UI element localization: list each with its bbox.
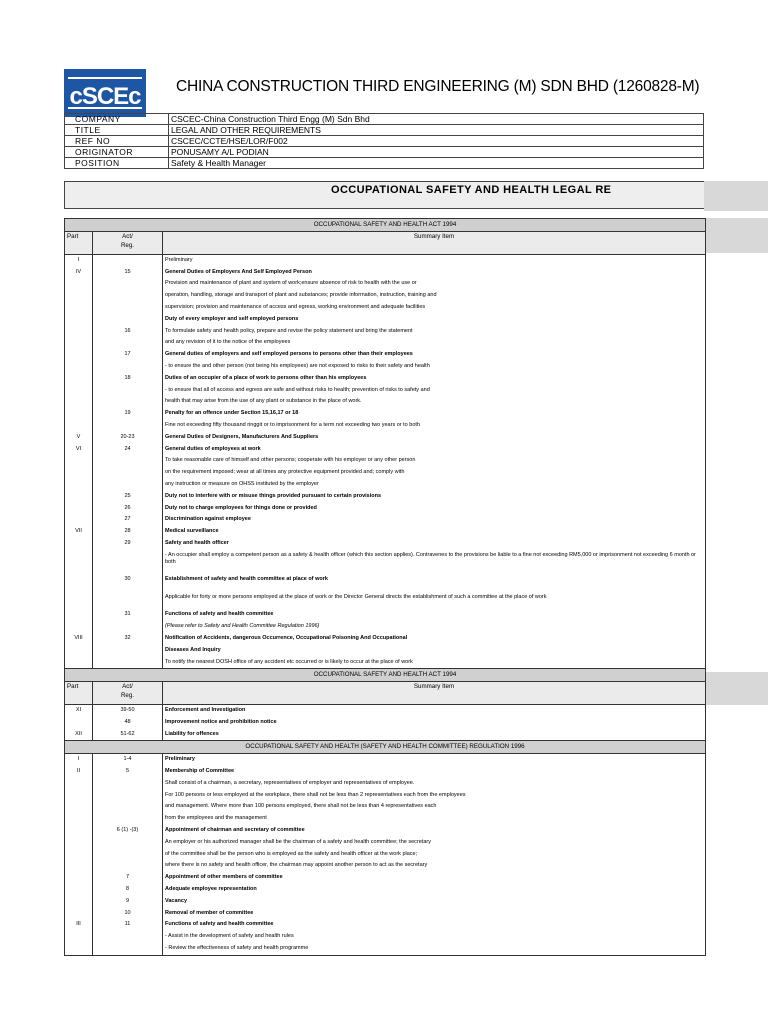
table-row (65, 896, 706, 908)
part-cell (65, 621, 93, 633)
table-row (65, 574, 706, 586)
side-strip (704, 672, 768, 705)
table-row (65, 385, 706, 397)
part-cell (65, 645, 93, 657)
summary-cell: - to ensure the and other person (not being his employees) are not exposed to risks to their safety and health (163, 361, 706, 373)
part-cell (65, 337, 93, 349)
summary-column-header: Summary Item (163, 231, 706, 254)
part-cell: XI (65, 705, 93, 717)
part-cell (65, 455, 93, 467)
section-title: OCCUPATIONAL SAFETY AND HEALTH ACT 1994 (65, 219, 706, 232)
summary-column-header: Summary Item (163, 682, 706, 705)
info-value: PONUSAMY A/L PODIAN (169, 147, 704, 158)
act-cell: 11 (93, 919, 163, 931)
summary-cell: Improvement notice and prohibition notice (163, 717, 706, 729)
summary-cell: Adequate employee representation (163, 884, 706, 896)
document-info-table (64, 113, 704, 169)
act-cell (93, 314, 163, 326)
part-cell (65, 908, 93, 920)
act-cell (93, 931, 163, 943)
info-row (65, 147, 704, 158)
info-label: ORIGINATOR (65, 147, 169, 158)
table-row (65, 491, 706, 503)
act-cell: 7 (93, 872, 163, 884)
side-strip (704, 218, 768, 253)
info-value: Safety & Health Manager (169, 158, 704, 169)
column-header-row (65, 682, 706, 705)
table-row (65, 267, 706, 279)
summary-cell: health that may arise from the use of any plant or substance in the place of work. (163, 396, 706, 408)
part-cell (65, 361, 93, 373)
part-cell (65, 825, 93, 837)
table-row (65, 278, 706, 290)
table-row (65, 729, 706, 741)
act-cell: 27 (93, 514, 163, 526)
info-label: COMPANY (65, 114, 169, 125)
part-cell (65, 884, 93, 896)
act-cell: 15 (93, 267, 163, 279)
act-cell (93, 860, 163, 872)
table-row (65, 766, 706, 778)
act-cell (93, 290, 163, 302)
summary-cell: and management. Where more than 100 persons employed, there shall not be less than 4 representatives each (163, 801, 706, 813)
act-cell (93, 790, 163, 802)
table-row (65, 455, 706, 467)
summary-cell: Removal of member of committee (163, 908, 706, 920)
act-column-header: Act/ Reg. (93, 231, 163, 254)
table-row (65, 849, 706, 861)
table-row (65, 825, 706, 837)
summary-cell: where there is no safety and health officer, the chairman may appoint another person to act as the secretary (163, 860, 706, 872)
act-cell: 31 (93, 609, 163, 621)
summary-cell: For 100 persons or less employed at the workplace, there shall not be less than 2 representatives each from the employees (163, 790, 706, 802)
legal-requirements-register (64, 218, 705, 956)
table-row (65, 302, 706, 314)
part-cell (65, 326, 93, 338)
part-cell: I (65, 754, 93, 766)
table-row (65, 645, 706, 657)
act-cell: 29 (93, 538, 163, 550)
act-cell (93, 361, 163, 373)
info-value: CSCEC/CCTE/HSE/LOR/F002 (169, 136, 704, 147)
part-cell (65, 943, 93, 955)
part-cell (65, 408, 93, 420)
part-cell (65, 609, 93, 621)
summary-cell: To formulate safety and health policy, prepare and revise the policy statement and bring the statement (163, 326, 706, 338)
part-cell (65, 420, 93, 432)
summary-cell: Appointment of chairman and secretary of committee (163, 825, 706, 837)
table-row (65, 314, 706, 326)
summary-cell: To take reasonable care of himself and other persons; cooperate with his employer or any other person (163, 455, 706, 467)
requirements-table (64, 218, 706, 956)
summary-cell: Safety and health officer (163, 538, 706, 550)
part-cell (65, 290, 93, 302)
part-cell (65, 849, 93, 861)
act-cell: 18 (93, 373, 163, 385)
summary-cell: Shall consist of a chairman, a secretary, representatives of employer and representatives of employee. (163, 778, 706, 790)
info-label: TITLE (65, 125, 169, 136)
part-cell (65, 860, 93, 872)
act-cell: 8 (93, 884, 163, 896)
summary-cell: - Assist in the development of safety and health rules (163, 931, 706, 943)
cscec-logo-icon (64, 69, 146, 117)
act-cell (93, 813, 163, 825)
summary-cell: An employer or his authorized manager shall be the chairman of a safety and health committee; the secretary (163, 837, 706, 849)
summary-cell: Vacancy (163, 896, 706, 908)
part-cell: V (65, 432, 93, 444)
column-header-row (65, 231, 706, 254)
part-cell: VIII (65, 633, 93, 645)
act-cell (93, 254, 163, 266)
part-cell (65, 349, 93, 361)
part-cell (65, 314, 93, 326)
summary-cell: Duty not to interfere with or misuse things provided pursuant to certain provisions (163, 491, 706, 503)
summary-cell: (Please refer to Safety and Health Committee Regulation 1996) (163, 621, 706, 633)
summary-cell: Duty of every employer and self employed persons (163, 314, 706, 326)
summary-cell: Medical surveillance (163, 526, 706, 538)
part-cell (65, 801, 93, 813)
table-row (65, 337, 706, 349)
act-cell (93, 278, 163, 290)
info-value: LEGAL AND OTHER REQUIREMENTS (169, 125, 704, 136)
act-cell (93, 302, 163, 314)
act-cell: 25 (93, 491, 163, 503)
section-title-row (65, 219, 706, 232)
info-row (65, 114, 704, 125)
info-row (65, 136, 704, 147)
table-row (65, 705, 706, 717)
section-title: OCCUPATIONAL SAFETY AND HEALTH ACT 1994 (65, 669, 706, 682)
part-cell (65, 491, 93, 503)
part-cell (65, 385, 93, 397)
table-row (65, 408, 706, 420)
act-cell: 17 (93, 349, 163, 361)
part-cell: VI (65, 444, 93, 456)
table-row (65, 919, 706, 931)
summary-cell: Functions of safety and health committee (163, 609, 706, 621)
company-title: CHINA CONSTRUCTION THIRD ENGINEERING (M) SDN BHD (1260828-M) (176, 78, 700, 95)
summary-cell: of the committee shall be the person who is employed as the safety and health officer at the work place; (163, 849, 706, 861)
summary-cell: on the requirement imposed; wear at all times any protective equipment provided and; comply with (163, 467, 706, 479)
logo-text: cSCEc (69, 83, 141, 110)
act-cell (93, 778, 163, 790)
act-cell: 16 (93, 326, 163, 338)
act-cell (93, 396, 163, 408)
table-row (65, 801, 706, 813)
table-row (65, 432, 706, 444)
side-strip (704, 181, 768, 211)
document-heading: OCCUPATIONAL SAFETY AND HEALTH LEGAL RE (331, 184, 612, 196)
table-row (65, 479, 706, 491)
act-cell: 28 (93, 526, 163, 538)
info-row (65, 125, 704, 136)
table-row (65, 657, 706, 669)
part-cell (65, 931, 93, 943)
part-cell (65, 574, 93, 586)
table-row (65, 609, 706, 621)
part-cell (65, 479, 93, 491)
act-cell (93, 943, 163, 955)
summary-cell: Duties of an occupier of a place of work to persons other than his employees (163, 373, 706, 385)
info-label: REF NO (65, 136, 169, 147)
table-row (65, 778, 706, 790)
part-cell: XII (65, 729, 93, 741)
summary-cell: Notification of Accidents, dangerous Occurrence, Occupational Poisoning And Occupational (163, 633, 706, 645)
part-cell (65, 278, 93, 290)
act-cell: 39-50 (93, 705, 163, 717)
act-cell: 26 (93, 503, 163, 515)
table-row (65, 420, 706, 432)
summary-cell: operation, handling, storage and transport of plant and substances; provide information, instruction, training and (163, 290, 706, 302)
summary-cell: Liability for offences (163, 729, 706, 741)
act-cell: 32 (93, 633, 163, 645)
part-cell (65, 302, 93, 314)
table-row (65, 633, 706, 645)
table-row (65, 444, 706, 456)
summary-cell: Discrimination against employee (163, 514, 706, 526)
info-label: POSITION (65, 158, 169, 169)
company-logo (64, 69, 146, 117)
table-row (65, 538, 706, 550)
act-cell: 6 (1) -(3) (93, 825, 163, 837)
table-row (65, 361, 706, 373)
part-cell (65, 514, 93, 526)
act-cell: 51-62 (93, 729, 163, 741)
table-row (65, 860, 706, 872)
act-column-header: Act/ Reg. (93, 682, 163, 705)
summary-cell: - to ensure that all of access and egress are safe and without risks to health; prevention of risks to safety and (163, 385, 706, 397)
summary-cell: General Duties of Designers, Manufacturers And Suppliers (163, 432, 706, 444)
summary-cell: Functions of safety and health committee (163, 919, 706, 931)
summary-cell: Membership of Committee (163, 766, 706, 778)
info-row (65, 158, 704, 169)
summary-cell: Appointment of other members of committee (163, 872, 706, 884)
info-value: CSCEC-China Construction Third Engg (M) Sdn Bhd (169, 114, 704, 125)
act-cell: 19 (93, 408, 163, 420)
summary-cell: General duties of employers and self employed persons to persons other than their employees (163, 349, 706, 361)
part-cell: VII (65, 526, 93, 538)
part-cell (65, 503, 93, 515)
act-cell (93, 837, 163, 849)
part-cell (65, 550, 93, 568)
summary-cell: Penalty for an offence under Section 15,16,17 or 18 (163, 408, 706, 420)
part-cell (65, 778, 93, 790)
act-cell: 1-4 (93, 754, 163, 766)
table-row (65, 754, 706, 766)
part-cell (65, 896, 93, 908)
part-cell (65, 717, 93, 729)
section-title-row (65, 669, 706, 682)
table-row (65, 467, 706, 479)
part-cell (65, 592, 93, 604)
table-row (65, 790, 706, 802)
table-row (65, 326, 706, 338)
part-cell (65, 790, 93, 802)
section-title: OCCUPATIONAL SAFETY AND HEALTH (SAFETY AND HEALTH COMMITTEE) REGULATION 1996 (65, 741, 706, 754)
table-row (65, 526, 706, 538)
summary-cell: from the employees and the management (163, 813, 706, 825)
table-row (65, 514, 706, 526)
summary-cell: Provision and maintenance of plant and system of work;ensure absence of risk to health with the use or (163, 278, 706, 290)
act-cell (93, 621, 163, 633)
table-row (65, 592, 706, 604)
summary-cell: Duty not to charge employees for things done or provided (163, 503, 706, 515)
summary-cell: - An occupier shall employ a competent person as a safety & health officer (which this section applies). Contravenes to the provisions be liable to a fine not exceeding RM5,000 or imprisonment not exceeding 6 month or both (163, 550, 706, 568)
summary-cell: and any revision of it to the notice of the employees (163, 337, 706, 349)
part-cell (65, 467, 93, 479)
part-cell (65, 837, 93, 849)
act-cell: 48 (93, 717, 163, 729)
summary-cell: Preliminary (163, 754, 706, 766)
act-cell: 30 (93, 574, 163, 586)
summary-cell: Applicable for forty or more persons employed at the place of work or the Director General directs the establishment of such a committee at the place of work (163, 592, 706, 604)
summary-cell: Diseases And Inquiry (163, 645, 706, 657)
table-row (65, 550, 706, 568)
summary-cell: General Duties of Employers And Self Employed Person (163, 267, 706, 279)
act-cell: 10 (93, 908, 163, 920)
table-row (65, 373, 706, 385)
part-cell: II (65, 766, 93, 778)
act-cell (93, 657, 163, 669)
act-cell: 5 (93, 766, 163, 778)
part-column-header: Part (65, 682, 93, 705)
act-cell (93, 467, 163, 479)
act-cell (93, 479, 163, 491)
table-row (65, 254, 706, 266)
part-cell (65, 396, 93, 408)
act-cell (93, 455, 163, 467)
part-cell (65, 872, 93, 884)
table-row (65, 717, 706, 729)
act-cell (93, 592, 163, 604)
table-row (65, 503, 706, 515)
act-cell (93, 550, 163, 568)
part-cell (65, 657, 93, 669)
summary-cell: General duties of employees at work (163, 444, 706, 456)
summary-cell: supervision; provision and maintenance of access and egress, working environment and adequate facilities (163, 302, 706, 314)
summary-cell: Preliminary (163, 254, 706, 266)
act-cell (93, 801, 163, 813)
part-cell: III (65, 919, 93, 931)
summary-cell: any instruction or measure on OHSS instituted by the employer (163, 479, 706, 491)
act-cell: 9 (93, 896, 163, 908)
part-column-header: Part (65, 231, 93, 254)
table-row (65, 621, 706, 633)
summary-cell: Establishment of safety and health committee at place of work (163, 574, 706, 586)
table-row (65, 290, 706, 302)
section-title-row (65, 741, 706, 754)
summary-cell: Fine not exceeding fifty thousand ringgit or to imprisonment for a term not exceeding two years or to both (163, 420, 706, 432)
table-row (65, 908, 706, 920)
table-row (65, 349, 706, 361)
act-cell: 20-23 (93, 432, 163, 444)
table-row (65, 813, 706, 825)
part-cell (65, 538, 93, 550)
act-cell: 24 (93, 444, 163, 456)
part-cell (65, 813, 93, 825)
table-row (65, 872, 706, 884)
table-row (65, 884, 706, 896)
table-row (65, 943, 706, 955)
act-cell (93, 645, 163, 657)
summary-cell: - Review the effectiveness of safety and health programme (163, 943, 706, 955)
part-cell: I (65, 254, 93, 266)
summary-cell: To notify the nearest DOSH office of any accident etc occurred or is likely to occur at the place of work (163, 657, 706, 669)
table-row (65, 931, 706, 943)
table-row (65, 396, 706, 408)
part-cell (65, 373, 93, 385)
part-cell: IV (65, 267, 93, 279)
table-row (65, 837, 706, 849)
act-cell (93, 337, 163, 349)
act-cell (93, 849, 163, 861)
summary-cell: Enforcement and Investigation (163, 705, 706, 717)
act-cell (93, 385, 163, 397)
act-cell (93, 420, 163, 432)
